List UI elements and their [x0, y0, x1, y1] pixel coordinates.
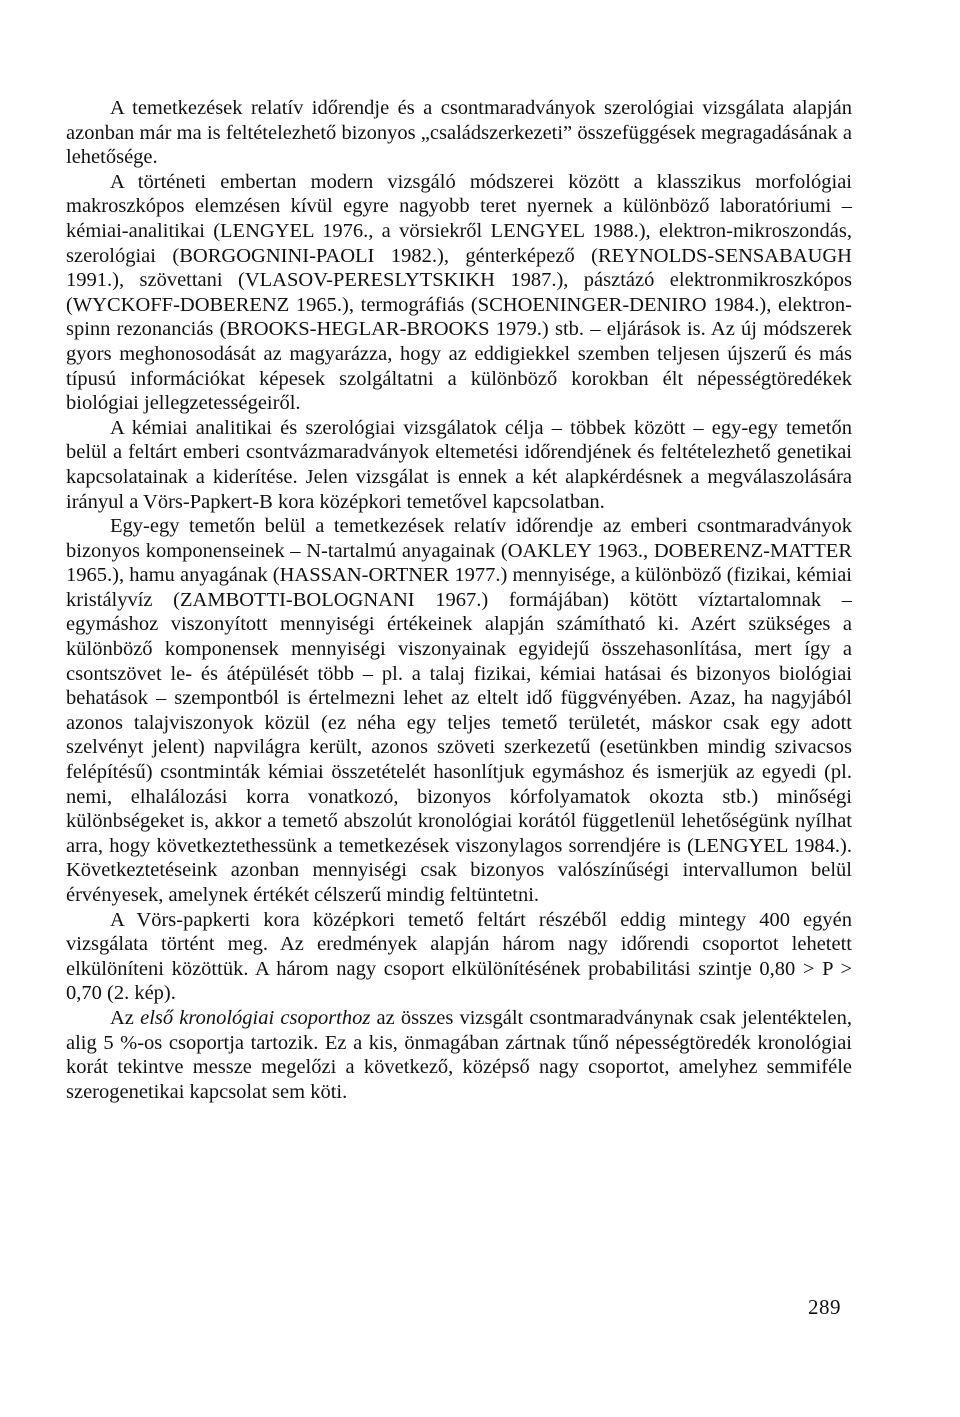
paragraph-5: A Vörs-papkerti kora középkori temető feltárt részéből eddig mintegy 400 egyén vizsgálata történt meg. Az eredmények alapján három nagy időrendi csoportot lehetett elkülöníteni közöttük. A három nagy csoport elkülönítésének probabilitási szintje 0,80 > P > 0,70 (2. kép). [66, 908, 852, 1005]
italic-term: első kronológiai csoporthoz [140, 1006, 371, 1029]
paragraph-4: Egy-egy temetőn belül a temetkezések relatív időrendje az emberi csontmaradványok bizonyos komponenseinek – N-tartalmú anyagainak (OAKLEY 1963., DOBERENZ-MATTER 1965.), hamu anyagának (HASSAN-ORTNER 1977.) mennyisége, a különböző (fizikai, kémiai kristályvíz (ZAMBOTTI-BOLOGNANI 1967.) formájában) kötött víztartalomnak – egymáshoz viszonyított mennyiségi értékeinek alapján számítható ki. Azért szükséges a különböző komponensek mennyiségi viszonyainak egyidejű összehasonlítása, mert így a csontszövet le- és átépülését több – pl. a talaj fizikai, kémiai hatásai és bizonyos biológiai behatások – szempontból is értelmezni lehet az eltelt idő függvényében. Azaz, ha nagyjából azonos talajviszonyok közül (ez néha egy teljes temető területét, máskor csak egy adott szelvényt jelent) napvilágra került, azonos szöveti szerkezetű (esetünkben mindig szivacsos felépítésű) csontminták kémiai összetételét hasonlítjuk egymáshoz és ismerjük az egyedi (pl. nemi, elhalálozási korra vonatkozó, bizonyos kórfolyamatok okozta stb.) minőségi különbségeket is, akkor a temető abszolút kronológiai korától függetlenül lehetőségünk nyílhat arra, hogy következtethessünk a temetkezések viszonylagos sorrendjére is (LENGYEL 1984.). Következtetéseink azonban mennyiségi csak bizonyos valószínűségi intervallumon belül érvényesek, amelynek értékét célszerű mindig feltüntetni. [66, 515, 852, 906]
paragraph-2: A történeti embertan modern vizsgáló módszerei között a klasszikus morfológiai makroszkópos elemzésen kívül egyre nagyobb teret nyernek a különböző laboratóriumi – kémiai-analitikai (LENGYEL 1976., a vörsiekről LENGYEL 1988.), elektron-mikroszondás, szerológiai (BORGOGNINI-PAOLI 1982.), génterképező (REYNOLDS-SENSABAUGH 1991.), szövettani (VLASOV-PERESLYTSKIKH 1987.), pásztázó elektronmikroszkópos (WYCKOFF-DOBERENZ 1965.), termográfiás (SCHOENINGER-DENIRO 1984.), elektron-spinn rezonanciás (BROOKS-HEGLAR-BROOKS 1979.) stb. – eljárások is. Az új módszerek gyors meghonosodását az magyarázza, hogy az eddigiekkel szemben teljesen újszerű és más típusú információkat képesek szolgáltatni a különböző korokban élt népességtöredékek biológiai jellegzetességeiről. [66, 170, 852, 415]
paragraph-3: A kémiai analitikai és szerológiai vizsgálatok célja – többek között – egy-egy temetőn belül a feltárt emberi csontvázmaradványok eltemetési időrendjének és feltételezhető genetikai kapcsolatainak a kiderítése. Jelen vizsgálat is ennek a két alapkérdésnek a megválaszolására irányul a Vörs-Papkert-B kora középkori temetővel kapcsolatban. [66, 416, 852, 513]
page-number: 289 [808, 1295, 841, 1319]
paragraph-6-rest: az összes vizsgált csontmaradványnak csak jelentéktelen, alig 5 %-os csoportja tartozik. Ez a kis, önmagában zártnak tűnő népességtöredék kronológiai korát tekintve messze megelőzi a következő, középső nagy csoportot, amelyhez semmiféle szerogenetikai kapcsolat sem köti. [66, 1006, 852, 1103]
paragraph-1: A temetkezések relatív időrendje és a csontmaradványok szerológiai vizsgálata alapján azonban már ma is feltételezhető bizonyos „családszerkezeti” összefüggések megragadásának a lehetősége. [66, 97, 852, 169]
paragraph-6 [66, 1006, 852, 1104]
page-text [66, 96, 852, 1104]
paragraph-6-lead: Az [110, 1006, 141, 1029]
